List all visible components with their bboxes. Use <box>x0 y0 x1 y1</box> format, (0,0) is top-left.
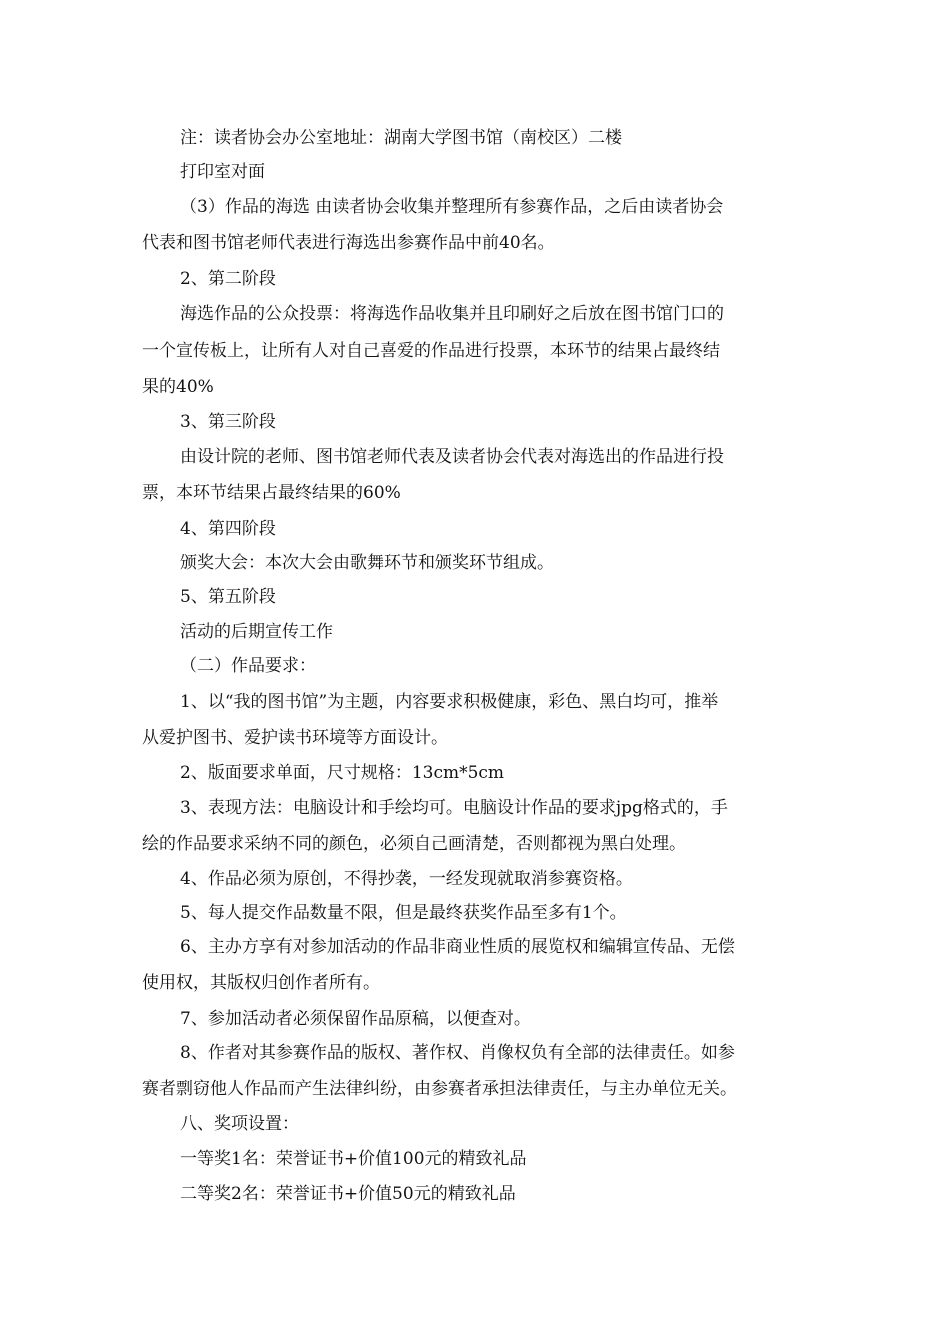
text-line: 一等奖1名：荣誉证书+价值100元的精致礼品 <box>180 1149 527 1169</box>
text-line: 3、表现方法：电脑设计和手绘均可。电脑设计作品的要求jpg格式的，手 <box>180 798 728 818</box>
text-line: 6、主办方享有对参加活动的作品非商业性质的展览权和编辑宣传品、无偿 <box>180 937 735 957</box>
text-line: 赛者剽窃他人作品而产生法律纠纷，由参赛者承担法律责任，与主办单位无关。 <box>142 1079 737 1099</box>
text-line: 代表和图书馆老师代表进行海选出参赛作品中前40名。 <box>142 233 555 253</box>
text-line: 八、奖项设置： <box>180 1114 299 1134</box>
text-line: 8、作者对其参赛作品的版权、著作权、肖像权负有全部的法律责任。如参 <box>180 1043 735 1063</box>
text-line: 2、第二阶段 <box>180 269 276 289</box>
text-line: 使用权，其版权归创作者所有。 <box>142 973 380 993</box>
text-line: 海选作品的公众投票：将海选作品收集并且印刷好之后放在图书馆门口的 <box>180 304 724 324</box>
text-line: 1、以“我的图书馆”为主题，内容要求积极健康，彩色、黑白均可，推举 <box>180 692 719 712</box>
text-line: 票，本环节结果占最终结果的60% <box>142 483 401 503</box>
text-line: 3、第三阶段 <box>180 412 276 432</box>
text-line: 二等奖2名：荣誉证书+价值50元的精致礼品 <box>180 1184 516 1204</box>
text-line: 打印室对面 <box>180 162 265 182</box>
text-line: 由设计院的老师、图书馆老师代表及读者协会代表对海选出的作品进行投 <box>180 447 724 467</box>
text-line: 绘的作品要求采纳不同的颜色，必须自己画清楚，否则都视为黑白处理。 <box>142 834 686 854</box>
text-line: （3）作品的海选 由读者协会收集并整理所有参赛作品，之后由读者协会 <box>180 197 724 217</box>
text-line: 注：读者协会办公室地址：湖南大学图书馆（南校区）二楼 <box>180 128 622 148</box>
text-line: 果的40% <box>142 377 214 397</box>
text-line: 2、版面要求单面，尺寸规格：13cm*5cm <box>180 763 505 783</box>
text-line: 活动的后期宣传工作 <box>180 622 333 642</box>
text-line: 一个宣传板上，让所有人对自己喜爱的作品进行投票，本环节的结果占最终结 <box>142 341 720 361</box>
text-line: 颁奖大会：本次大会由歌舞环节和颁奖环节组成。 <box>180 553 554 573</box>
text-line: 5、每人提交作品数量不限，但是最终获奖作品至多有1个。 <box>180 903 627 923</box>
text-line: 从爱护图书、爱护读书环境等方面设计。 <box>142 728 448 748</box>
text-line: 4、第四阶段 <box>180 519 276 539</box>
text-line: 5、第五阶段 <box>180 587 276 607</box>
text-line: 7、参加活动者必须保留作品原稿，以便查对。 <box>180 1009 531 1029</box>
text-line: 4、作品必须为原创，不得抄袭，一经发现就取消参赛资格。 <box>180 869 633 889</box>
text-line: （二）作品要求： <box>180 656 316 676</box>
